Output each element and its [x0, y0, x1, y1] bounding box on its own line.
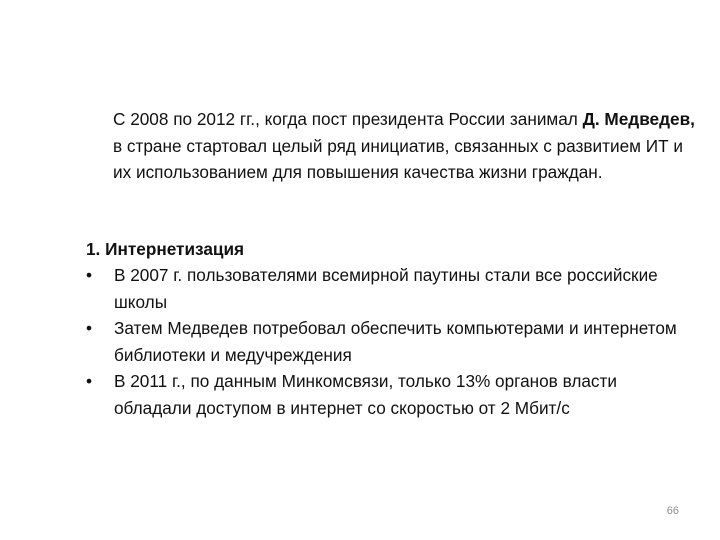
bullet-icon: • — [86, 371, 93, 391]
intro-bold-name: Д. Медведев, — [582, 109, 695, 129]
internetization-section — [86, 236, 696, 421]
list-item-text: В 2011 г., по данным Минкомсвязи, только 13% органов власти обладали доступом в интернет со скоростью от 2 Мбит/с — [114, 371, 617, 418]
list-item — [86, 315, 696, 368]
intro-text-end: в стране стартовал целый ряд инициатив, связанных с развитием ИТ и их использованием для повышения качества жизни граждан. — [113, 135, 683, 182]
section-heading: 1. Интернетизация — [86, 239, 245, 259]
list-item — [86, 262, 696, 315]
list-item-text: В 2007 г. пользователями всемирной паутины стали все российские школы — [114, 265, 658, 312]
intro-text-start: С 2008 по 2012 гг., когда пост президента России занимал — [113, 109, 583, 129]
page-number: 66 — [666, 505, 679, 517]
bullet-list — [86, 262, 696, 421]
list-item — [86, 368, 696, 421]
bullet-icon: • — [86, 318, 93, 338]
list-item-text: Затем Медведев потребовал обеспечить компьютерами и интернетом библиотеки и медучреждения — [114, 318, 677, 365]
bullet-icon: • — [86, 265, 93, 285]
intro-paragraph — [113, 106, 703, 186]
